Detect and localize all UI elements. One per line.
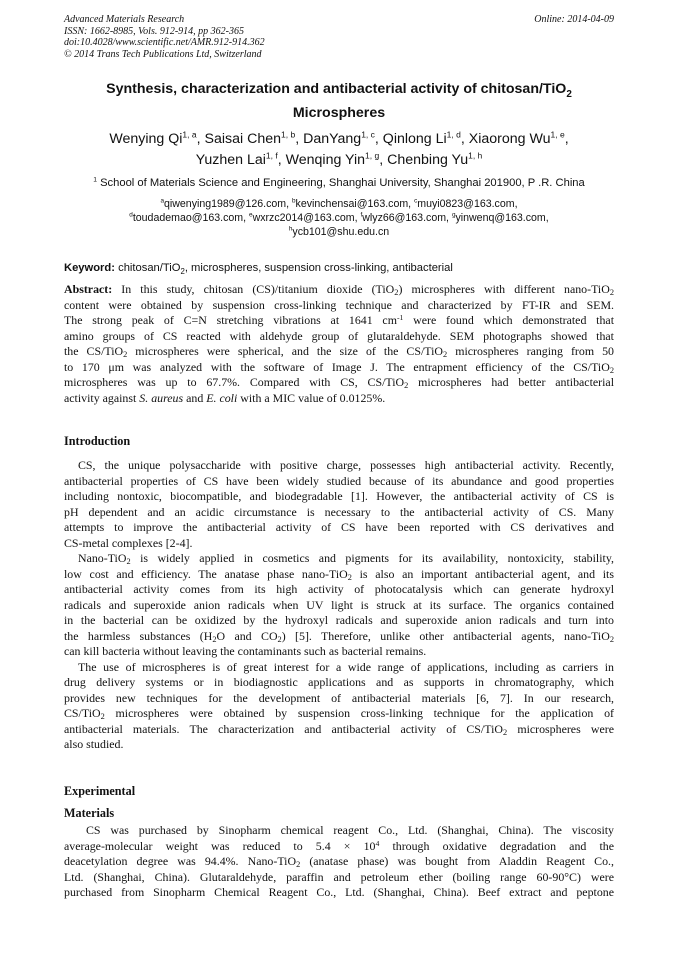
author — [286, 152, 380, 168]
text-line: CS, the unique polysaccharide with positive charge, possesses high antibacterial activity. Recently, — [78, 458, 614, 472]
text-line: antibacterial properties of CS have been widely studied because of its abundance and good properties — [64, 473, 614, 488]
text-line: Abstract: In this study, chitosan (CS)/titanium dioxide (TiO$_2$) microspheres with different nano-TiO$_2$ — [64, 282, 614, 297]
materials-text — [64, 823, 614, 901]
email-address[interactable]: $^e$wxrzc2014@163.com — [249, 211, 355, 224]
text-line: including nontoxic, biocompatible, and biodegradable [1]. However, the antibacterial activity of CS is — [64, 489, 614, 503]
email-address[interactable]: $^g$yinwenq@163.com — [451, 211, 546, 224]
text-line: antibacterial materials. The characterization and antibacterial activity of CS/TiO$_2$ microspheres were — [64, 721, 614, 737]
author-name: Yuzhen Lai — [195, 152, 266, 168]
author-affiliation-mark: 1, h — [468, 150, 483, 161]
author-name: Wenying Qi — [109, 131, 183, 147]
author-name: Chenbing Yu — [387, 152, 469, 168]
author-name: Saisai Chen — [204, 131, 281, 147]
affiliation-number: 1 — [93, 176, 97, 184]
title-subscript: 2 — [566, 88, 572, 100]
email-address[interactable]: $^d$toudademao@163.com — [129, 211, 244, 224]
online-date: Online: 2014-04-09 — [534, 14, 614, 25]
text-line: purchased from Sinopharm Chemical Reagent Co., Ltd. (Shanghai, China). Beef extract and peptone — [64, 885, 614, 899]
journal-issn: ISSN: 1662-8985, Vols. 912-914, pp 362-365 — [64, 25, 244, 37]
email-address[interactable]: $^f$wlyz66@163.com — [360, 211, 447, 224]
text-line: The use of microspheres is of great interest for a wide range of applications, including as carriers in — [78, 659, 614, 674]
text-line: radicals and superoxide anion radicals when UV light is struck at its surface. The organics contained — [64, 597, 614, 612]
affiliation-text: School of Materials Science and Engineering, Shanghai University, Shanghai 201900, P .R. China — [100, 177, 585, 189]
author-affiliation-mark: 1, g — [365, 150, 380, 161]
author — [303, 131, 375, 147]
author-affiliation-mark: 1, a — [182, 129, 197, 140]
text-line: provides new techniques for the development of antibacterial materials [6, 7]. In our research, — [64, 690, 614, 705]
text-line: low cost and efficiency. The anatase phase nano-TiO$_2$ is also an important antibacterial agent, and its — [64, 566, 614, 582]
journal-name: Advanced Materials Research — [64, 14, 185, 25]
author — [383, 131, 461, 147]
text-line: the CS/TiO$_2$ microspheres were spherical, and the size of the CS/TiO$_2$ microspheres ranging from 50 — [64, 344, 614, 359]
text-line: microspheres was up to 67.7%. Compared with CS, CS/TiO$_2$ microspheres had better antibacterial — [64, 375, 615, 390]
author — [204, 131, 295, 147]
email-address[interactable]: $^h$ycb101@shu.edu.cn — [288, 225, 390, 238]
keywords — [64, 261, 614, 279]
author-affiliation-mark: 1, b — [281, 129, 296, 140]
author-name: DanYang — [303, 131, 362, 147]
journal-doi[interactable]: doi:10.4028/www.scientific.net/AMR.912-914.362 — [64, 37, 265, 48]
author — [387, 152, 482, 168]
author — [109, 131, 196, 147]
keywords-text: chitosan/TiO$_2$, microspheres, suspension cross-linking, antibacterial — [118, 262, 453, 277]
author — [196, 152, 278, 168]
email-address[interactable]: $^c$muyi0823@163.com — [414, 197, 515, 210]
author-affiliation-mark: 1, d — [446, 129, 461, 140]
author-name: Qinlong Li — [382, 131, 447, 147]
text-line: in the bacterial can be oxidized by the hydroxyl radicals and superoxide anion radicals and turn into — [64, 613, 614, 627]
author-affiliation-mark: 1, c — [361, 129, 375, 140]
text-line: content were obtained by suspension cross-linking technique and characterized by FT-IR and SEM. — [64, 297, 614, 312]
title-line-1: Synthesis, characterization and antibacterial activity of chitosan/TiO — [106, 81, 567, 97]
text-line: pH dependent and an acidic circumstance is necessary to the antibacterial activity of CS. Many — [64, 504, 614, 519]
section-heading-introduction: Introduction — [64, 434, 131, 448]
author-affiliation-mark: 1, f — [265, 150, 278, 161]
text-line: Ltd. (Shanghai, China). Glutaraldehyde, paraffin and petroleum ether (boiling range 60-90°C) were — [64, 869, 614, 884]
author-name: Wenqing Yin — [285, 152, 366, 168]
text-line: CS/TiO$_2$ microspheres were obtained by suspension cross-linking technique for the application of — [64, 706, 614, 721]
text-line: drug delivery systems or in biodiagnostic applications and as supports in chromatography, which — [64, 675, 614, 689]
email-address[interactable]: $^a$qiwenying1989@126.com — [160, 197, 287, 210]
paper-title — [64, 80, 614, 123]
section-heading-experimental: Experimental — [64, 784, 136, 798]
journal-copyright: © 2014 Trans Tech Publications Ltd, Switzerland — [64, 48, 262, 60]
text-line: The strong peak of C=N stretching vibrations at 1641 $cm^{-1}$ were found which demonstrated that — [64, 313, 614, 327]
title-line-2: Microspheres — [292, 104, 386, 121]
text-line: activity against S. aureus and E. coli with a MIC value of 0.0125%. — [64, 390, 386, 405]
subsection-heading-materials: Materials — [64, 806, 115, 820]
keywords-label: Keyword: — [64, 262, 115, 274]
text-line: also studied. — [64, 737, 124, 751]
text-line: CS-metal complexes [2-4]. — [64, 535, 193, 550]
text-line: Nano-TiO$_2$ is widely applied in cosmetics and pigments for its availability, nontoxicity, stability, — [78, 551, 614, 566]
author — [469, 131, 565, 147]
text-line: amino groups of CS reacted with aldehyde group of glutaraldehyde. SEM photographs showed that — [64, 328, 614, 343]
text-line: average-molecular weight was reduced to $5.4 \times 10^4$ through oxidative degradation and the — [64, 838, 614, 853]
text-line: CS was purchased by Sinopharm chemical reagent Co., Ltd. (Shanghai, China). The viscosity — [86, 823, 614, 837]
abstract — [64, 282, 614, 406]
author-affiliation-mark: 1, e — [550, 129, 565, 140]
affiliation — [64, 176, 614, 190]
text-line: can kill bacteria without leaving the contaminants such as bacterial remains. — [64, 644, 427, 658]
text-line: attempts to improve the antibacterial activity of CS have been reported with CS derivatives and — [64, 520, 614, 534]
journal-info — [64, 14, 265, 60]
journal-header — [64, 14, 614, 64]
text-line: to 170 μm was analyzed with the software of Image J. The entrapment efficiency of the CS/TiO$_2$ — [64, 359, 614, 375]
introduction-text — [64, 458, 614, 753]
text-line: antibacterial activity comes from its high activity of photocatalysis which can generate hydroxyl — [64, 582, 614, 596]
email-address[interactable]: $^b$kevinchensai@163.com — [291, 197, 409, 210]
email-list: $^a$qiwenying1989@126.com, $^b$kevinchensai@163.com, $^c$muyi0823@163.com, $^d$toudademao@163.com, $^e$wxrzc2014@163.com, $^f$wlyz66@163.com, $^g$yinwenq@163.com, $^h$ycb101@shu.edu.cn — [129, 197, 549, 238]
text-line: the harmless substances ($H_2O$ and $CO_2$) [5]. Therefore, unlike other antibacterial agents, nano-TiO$_2$ — [64, 628, 614, 644]
author-list: Wenying Qi$^{1, a}$, Saisai Chen$^{1, b}$, DanYang$^{1, c}$, Qinlong Li$^{1, d}$, Xiaorong Wu$^{1, e}$, Yuzhen Lai$^{1, f}$, Wenqing Yin$^{1, g}$, Chenbing Yu$^{1, h}$ — [109, 129, 569, 168]
text-line: deacetylation degree was 94.4%. Nano-TiO$_2$ (anatase phase) was bought from Aladdin Reagent Co., — [64, 854, 614, 869]
author-name: Xiaorong Wu — [468, 131, 551, 147]
